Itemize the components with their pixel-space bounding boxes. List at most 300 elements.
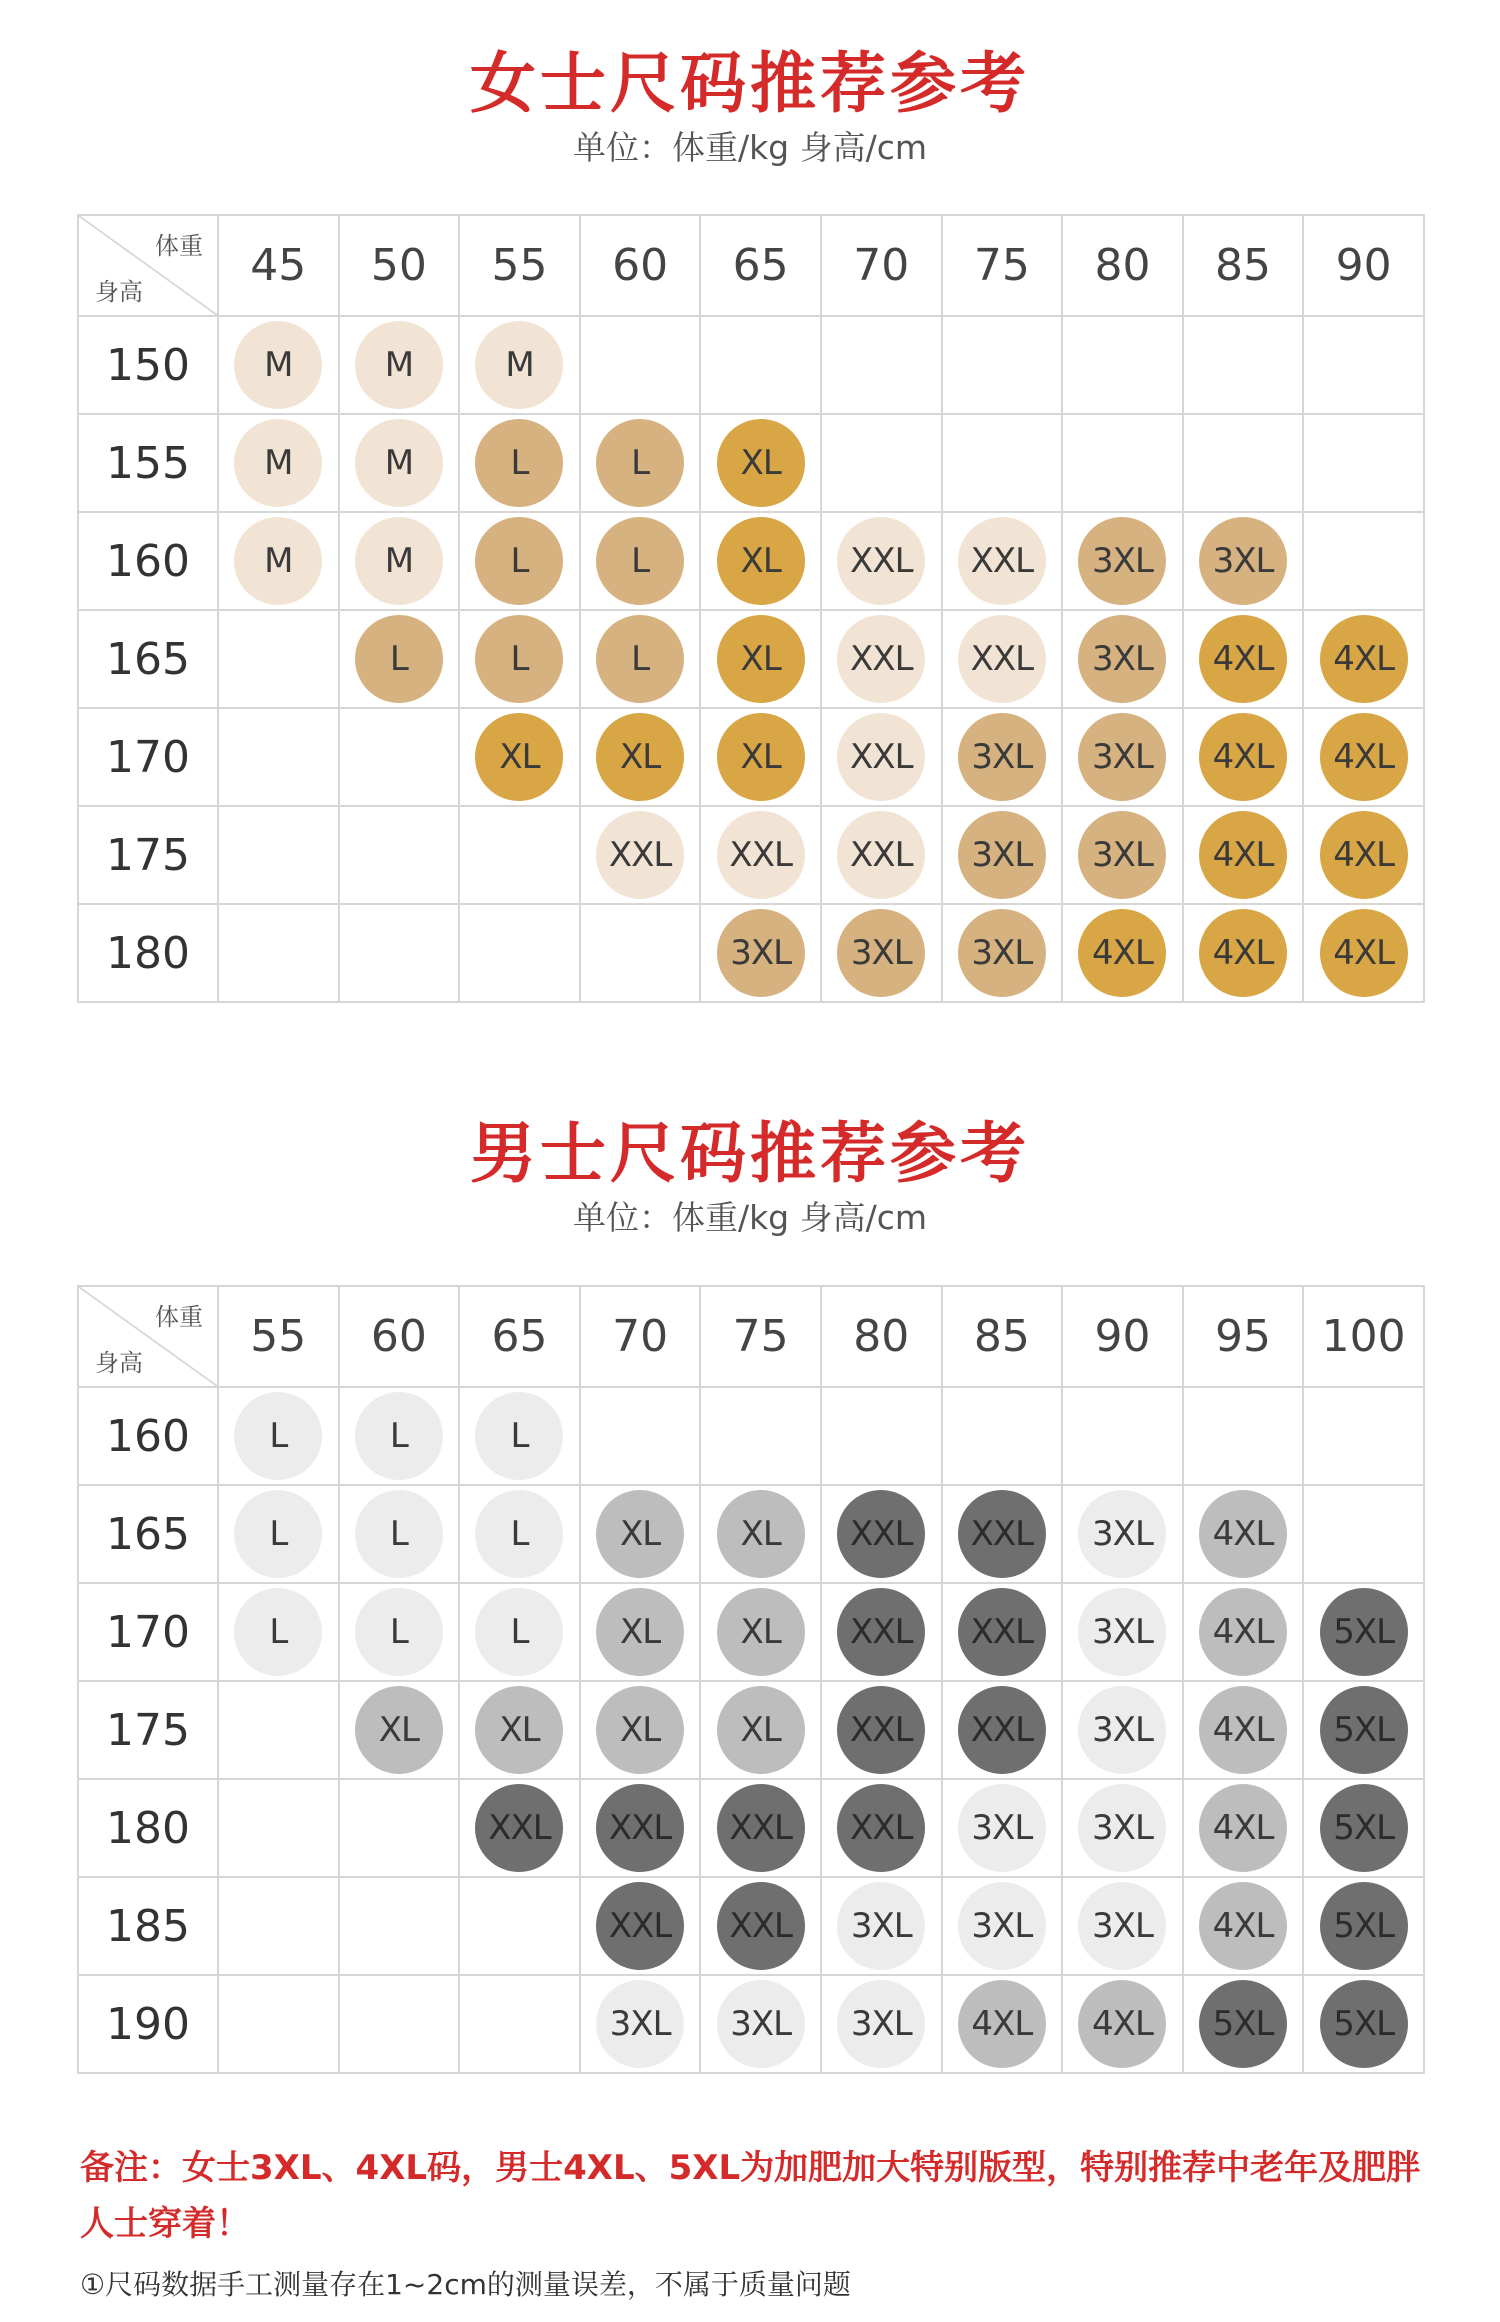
size-cell (1183, 708, 1304, 806)
size-badge: 3XL (958, 1784, 1046, 1872)
size-cell (1183, 1779, 1304, 1877)
size-cell (1183, 1877, 1304, 1975)
height-header: 175 (78, 806, 218, 904)
size-badge: 3XL (1199, 517, 1287, 605)
size-badge: XXL (958, 517, 1046, 605)
size-badge: L (355, 615, 443, 703)
size-cell (339, 1877, 460, 1975)
size-cell (459, 1779, 580, 1877)
size-cell (339, 806, 460, 904)
size-cell (580, 1583, 701, 1681)
size-cell (339, 1681, 460, 1779)
size-cell (700, 904, 821, 1002)
size-cell (580, 610, 701, 708)
size-cell (339, 414, 460, 512)
size-cell (580, 1387, 701, 1485)
size-badge: 4XL (1199, 615, 1287, 703)
weight-header: 90 (1062, 1286, 1183, 1387)
height-header: 190 (78, 1975, 218, 2073)
size-cell (1303, 708, 1424, 806)
size-cell (821, 610, 942, 708)
size-badge: XL (717, 517, 805, 605)
size-badge: 3XL (958, 811, 1046, 899)
size-badge: XL (717, 1686, 805, 1774)
size-badge: 3XL (958, 713, 1046, 801)
size-cell (339, 1387, 460, 1485)
note-line-1: ①尺码数据手工测量存在1~2cm的测量误差，不属于质量问题 (80, 2268, 851, 2301)
size-cell (821, 1779, 942, 1877)
weight-header: 60 (580, 215, 701, 316)
size-cell (942, 414, 1063, 512)
size-cell (1303, 610, 1424, 708)
size-cell (1183, 1485, 1304, 1583)
size-cell (218, 1387, 339, 1485)
weight-header: 65 (459, 1286, 580, 1387)
size-badge: 3XL (1078, 1882, 1166, 1970)
size-cell (700, 316, 821, 414)
weight-header: 80 (1062, 215, 1183, 316)
size-cell (580, 1485, 701, 1583)
size-cell (459, 1877, 580, 1975)
size-badge: L (475, 1490, 563, 1578)
size-cell (218, 1485, 339, 1583)
size-badge: XXL (837, 1784, 925, 1872)
size-cell (218, 316, 339, 414)
size-cell (942, 1387, 1063, 1485)
size-cell (339, 512, 460, 610)
weight-header: 100 (1303, 1286, 1424, 1387)
size-cell (580, 806, 701, 904)
size-cell (821, 806, 942, 904)
women-unit-label: 单位：体重/kg 身高/cm (572, 128, 928, 167)
size-badge: XL (717, 1490, 805, 1578)
table-row (78, 1779, 1424, 1877)
size-cell (1303, 1681, 1424, 1779)
height-header: 175 (78, 1681, 218, 1779)
size-badge: 4XL (1320, 615, 1408, 703)
size-badge: 3XL (1078, 811, 1166, 899)
size-cell (218, 610, 339, 708)
size-cell (700, 1387, 821, 1485)
size-badge: XXL (958, 1686, 1046, 1774)
size-cell (942, 1975, 1063, 2073)
table-row (78, 1485, 1424, 1583)
height-header: 170 (78, 708, 218, 806)
men-size-table (77, 1285, 1425, 2074)
size-badge: M (355, 419, 443, 507)
size-cell (1303, 1779, 1424, 1877)
table-row (78, 708, 1424, 806)
size-cell (700, 1681, 821, 1779)
table-row (78, 1583, 1424, 1681)
size-badge: L (596, 615, 684, 703)
size-badge: XXL (475, 1784, 563, 1872)
size-cell (1183, 414, 1304, 512)
size-badge: M (234, 321, 322, 409)
size-badge: L (234, 1490, 322, 1578)
size-badge: XXL (717, 811, 805, 899)
size-badge: M (234, 419, 322, 507)
size-badge: XL (717, 713, 805, 801)
size-badge: 4XL (1199, 1784, 1287, 1872)
weight-header: 80 (821, 1286, 942, 1387)
size-cell (821, 708, 942, 806)
size-cell (1183, 1975, 1304, 2073)
size-cell (1062, 1485, 1183, 1583)
size-badge: XXL (596, 1784, 684, 1872)
size-badge: XL (475, 713, 563, 801)
weight-header: 85 (942, 1286, 1063, 1387)
size-cell (459, 1681, 580, 1779)
size-badge: XXL (958, 1588, 1046, 1676)
size-cell (218, 904, 339, 1002)
size-badge: 4XL (1199, 713, 1287, 801)
size-badge: M (475, 321, 563, 409)
size-badge: L (355, 1490, 443, 1578)
table-row (78, 1975, 1424, 2073)
size-cell (580, 316, 701, 414)
size-cell (1303, 1387, 1424, 1485)
weight-header: 55 (218, 1286, 339, 1387)
size-cell (1062, 1583, 1183, 1681)
size-badge: XXL (837, 1588, 925, 1676)
size-cell (700, 806, 821, 904)
weight-axis-label: 体重 (155, 232, 203, 260)
size-cell (700, 1583, 821, 1681)
size-badge: 4XL (1199, 1882, 1287, 1970)
height-header: 150 (78, 316, 218, 414)
size-cell (1062, 414, 1183, 512)
height-header: 155 (78, 414, 218, 512)
remark-text: 备注：女士3XL、4XL码，男士4XL、5XL为加肥加大特别版型，特别推荐中老年及肥胖人士穿着！ (80, 2148, 1421, 2244)
size-cell (339, 708, 460, 806)
size-cell (459, 806, 580, 904)
size-badge: 3XL (837, 1882, 925, 1970)
size-cell (821, 1681, 942, 1779)
size-cell (1303, 806, 1424, 904)
size-cell (459, 512, 580, 610)
size-badge: 3XL (837, 909, 925, 997)
height-header: 170 (78, 1583, 218, 1681)
size-cell (339, 316, 460, 414)
size-badge: XL (596, 1588, 684, 1676)
size-cell (580, 1877, 701, 1975)
size-cell (580, 1681, 701, 1779)
size-cell (459, 1583, 580, 1681)
size-cell (1062, 708, 1183, 806)
women-corner-header (78, 215, 218, 316)
size-cell (821, 1583, 942, 1681)
size-cell (1303, 512, 1424, 610)
size-badge: 4XL (1320, 909, 1408, 997)
size-cell (580, 904, 701, 1002)
size-cell (700, 512, 821, 610)
women-title: 女士尺码推荐参考 (470, 45, 1030, 122)
size-cell (821, 316, 942, 414)
size-cell (1062, 1681, 1183, 1779)
size-cell (942, 904, 1063, 1002)
size-cell (700, 610, 821, 708)
size-cell (942, 806, 1063, 904)
size-badge: 3XL (717, 1980, 805, 2068)
size-cell (942, 1779, 1063, 1877)
size-cell (942, 1485, 1063, 1583)
size-cell (1062, 1975, 1183, 2073)
size-cell (1303, 1583, 1424, 1681)
size-badge: XXL (596, 1882, 684, 1970)
weight-header: 95 (1183, 1286, 1304, 1387)
size-cell (700, 708, 821, 806)
size-badge: L (475, 1392, 563, 1480)
size-cell (1183, 904, 1304, 1002)
size-cell (218, 1681, 339, 1779)
size-cell (218, 1779, 339, 1877)
size-badge: 3XL (717, 909, 805, 997)
size-cell (1183, 316, 1304, 414)
size-badge: L (355, 1588, 443, 1676)
size-badge: 3XL (1078, 1784, 1166, 1872)
size-badge: XL (596, 1686, 684, 1774)
size-badge: 5XL (1320, 1686, 1408, 1774)
size-cell (700, 1877, 821, 1975)
size-badge: XL (596, 713, 684, 801)
notes-section (80, 2140, 1440, 2310)
weight-header: 90 (1303, 215, 1424, 316)
size-badge: 5XL (1199, 1980, 1287, 2068)
women-size-table (77, 214, 1425, 1003)
size-cell (339, 610, 460, 708)
size-badge: 3XL (837, 1980, 925, 2068)
size-cell (218, 512, 339, 610)
size-cell (942, 708, 1063, 806)
height-axis-label: 身高 (95, 278, 143, 306)
size-cell (1062, 316, 1183, 414)
weight-header: 70 (821, 215, 942, 316)
weight-axis-label: 体重 (155, 1303, 203, 1331)
size-cell (459, 708, 580, 806)
table-row (78, 1877, 1424, 1975)
weight-header: 85 (1183, 215, 1304, 316)
height-header: 180 (78, 1779, 218, 1877)
size-badge: L (596, 517, 684, 605)
size-badge: 4XL (1199, 909, 1287, 997)
table-row (78, 414, 1424, 512)
size-cell (1303, 1975, 1424, 2073)
size-cell (1303, 904, 1424, 1002)
size-badge: 3XL (1078, 517, 1166, 605)
size-badge: L (475, 419, 563, 507)
size-badge: 4XL (958, 1980, 1046, 2068)
size-cell (1183, 1387, 1304, 1485)
weight-header: 50 (339, 215, 460, 316)
size-badge: XL (717, 1588, 805, 1676)
size-cell (1303, 414, 1424, 512)
table-row (78, 904, 1424, 1002)
size-badge: XXL (717, 1882, 805, 1970)
height-header: 185 (78, 1877, 218, 1975)
size-cell (218, 708, 339, 806)
size-cell (580, 512, 701, 610)
size-badge: L (475, 1588, 563, 1676)
size-badge: XL (596, 1490, 684, 1578)
size-badge: 4XL (1320, 811, 1408, 899)
size-cell (700, 1779, 821, 1877)
size-badge: 3XL (1078, 713, 1166, 801)
size-cell (580, 414, 701, 512)
size-badge: XXL (837, 615, 925, 703)
size-badge: 3XL (1078, 1686, 1166, 1774)
size-badge: 4XL (1320, 713, 1408, 801)
size-cell (1183, 512, 1304, 610)
size-badge: XL (717, 615, 805, 703)
size-cell (821, 1877, 942, 1975)
size-badge: XXL (837, 1686, 925, 1774)
table-row (78, 316, 1424, 414)
size-cell (459, 1975, 580, 2073)
size-cell (339, 1583, 460, 1681)
size-badge: XXL (596, 811, 684, 899)
size-badge: L (234, 1588, 322, 1676)
height-axis-label: 身高 (95, 1349, 143, 1377)
size-cell (1183, 806, 1304, 904)
height-header: 180 (78, 904, 218, 1002)
weight-header: 75 (700, 1286, 821, 1387)
size-cell (459, 904, 580, 1002)
size-badge: 3XL (1078, 615, 1166, 703)
size-cell (580, 1975, 701, 2073)
weight-header: 55 (459, 215, 580, 316)
size-badge: 4XL (1078, 1980, 1166, 2068)
table-row (78, 512, 1424, 610)
size-badge: XXL (837, 1490, 925, 1578)
size-cell (821, 1387, 942, 1485)
men-title: 男士尺码推荐参考 (470, 1115, 1030, 1192)
table-row (78, 1387, 1424, 1485)
size-cell (821, 1485, 942, 1583)
table-row (78, 806, 1424, 904)
size-badge: L (596, 419, 684, 507)
size-cell (1062, 1877, 1183, 1975)
size-cell (1062, 512, 1183, 610)
size-cell (1183, 1583, 1304, 1681)
men-corner-header (78, 1286, 218, 1387)
size-cell (459, 414, 580, 512)
size-cell (1062, 610, 1183, 708)
size-cell (1062, 904, 1183, 1002)
size-badge: XL (717, 419, 805, 507)
size-badge: XL (355, 1686, 443, 1774)
table-row (78, 1681, 1424, 1779)
size-cell (459, 610, 580, 708)
size-badge: XL (475, 1686, 563, 1774)
size-badge: M (234, 517, 322, 605)
size-badge: 3XL (1078, 1490, 1166, 1578)
size-cell (821, 512, 942, 610)
size-cell (1303, 1485, 1424, 1583)
size-cell (700, 414, 821, 512)
size-badge: 3XL (958, 909, 1046, 997)
size-cell (942, 316, 1063, 414)
size-cell (459, 1387, 580, 1485)
size-cell (580, 708, 701, 806)
size-badge: 4XL (1199, 1588, 1287, 1676)
size-cell (580, 1779, 701, 1877)
size-cell (821, 414, 942, 512)
size-badge: 3XL (1078, 1588, 1166, 1676)
size-cell (1062, 806, 1183, 904)
size-cell (942, 1877, 1063, 1975)
height-header: 160 (78, 512, 218, 610)
size-cell (1183, 610, 1304, 708)
size-cell (942, 512, 1063, 610)
size-cell (339, 904, 460, 1002)
size-badge: 4XL (1078, 909, 1166, 997)
size-badge: M (355, 321, 443, 409)
size-cell (700, 1975, 821, 2073)
size-cell (218, 414, 339, 512)
men-unit-label: 单位：体重/kg 身高/cm (572, 1198, 928, 1237)
size-cell (218, 806, 339, 904)
size-badge: XXL (958, 615, 1046, 703)
height-header: 165 (78, 610, 218, 708)
size-cell (942, 1583, 1063, 1681)
size-badge: 5XL (1320, 1784, 1408, 1872)
size-cell (218, 1583, 339, 1681)
size-cell (942, 1681, 1063, 1779)
size-badge: L (234, 1392, 322, 1480)
size-badge: L (355, 1392, 443, 1480)
size-cell (339, 1485, 460, 1583)
size-badge: 4XL (1199, 811, 1287, 899)
size-badge: 5XL (1320, 1980, 1408, 2068)
size-cell (218, 1877, 339, 1975)
size-cell (1062, 1387, 1183, 1485)
height-header: 160 (78, 1387, 218, 1485)
weight-header: 65 (700, 215, 821, 316)
height-header: 165 (78, 1485, 218, 1583)
size-cell (218, 1975, 339, 2073)
size-cell (700, 1485, 821, 1583)
size-badge: XXL (837, 811, 925, 899)
size-badge: 4XL (1199, 1686, 1287, 1774)
size-cell (942, 610, 1063, 708)
size-cell (459, 1485, 580, 1583)
weight-header: 75 (942, 215, 1063, 316)
size-badge: 5XL (1320, 1588, 1408, 1676)
weight-header: 45 (218, 215, 339, 316)
size-cell (821, 904, 942, 1002)
size-badge: XXL (837, 517, 925, 605)
size-badge: M (355, 517, 443, 605)
size-badge: XXL (717, 1784, 805, 1872)
size-cell (1062, 1779, 1183, 1877)
weight-header: 60 (339, 1286, 460, 1387)
size-badge: 3XL (596, 1980, 684, 2068)
size-cell (821, 1975, 942, 2073)
size-badge: 4XL (1199, 1490, 1287, 1578)
size-badge: L (475, 615, 563, 703)
size-cell (339, 1779, 460, 1877)
size-badge: XXL (958, 1490, 1046, 1578)
size-cell (459, 316, 580, 414)
size-cell (1303, 1877, 1424, 1975)
size-cell (1303, 316, 1424, 414)
size-badge: 3XL (958, 1882, 1046, 1970)
weight-header: 70 (580, 1286, 701, 1387)
size-cell (339, 1975, 460, 2073)
table-row (78, 610, 1424, 708)
size-badge: L (475, 517, 563, 605)
